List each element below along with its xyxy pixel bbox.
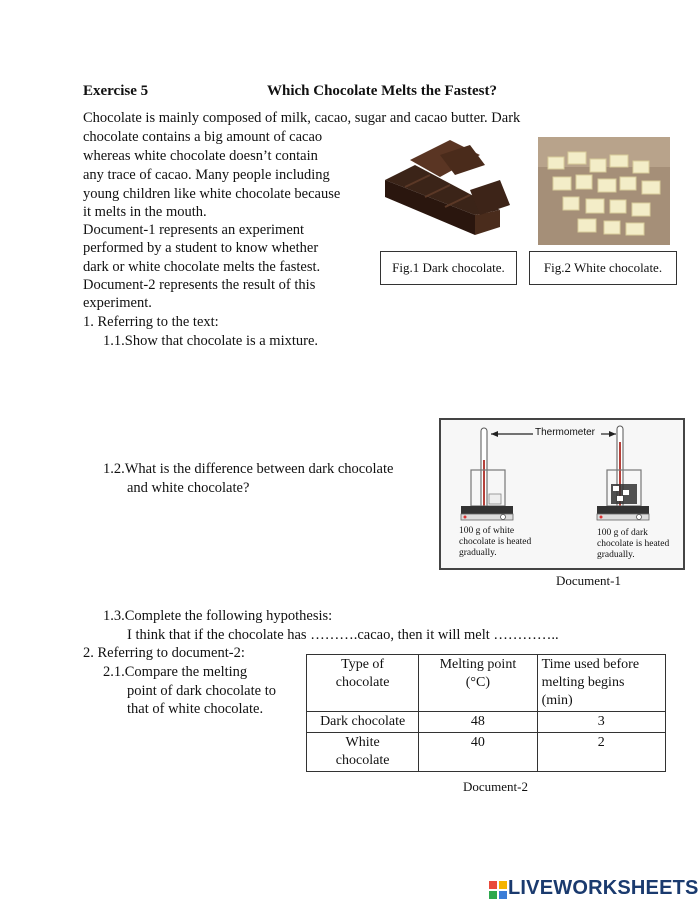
- right-hotplate-icon: [597, 506, 649, 514]
- intro-line: Document-2 represents the result of this: [83, 277, 316, 293]
- question-1: 1. Referring to the text:: [83, 314, 219, 330]
- table-cell: Dark chocolate: [307, 712, 419, 733]
- header-line: chocolate: [335, 675, 390, 690]
- intro-line: young children like white chocolate because: [83, 186, 341, 202]
- header-line: Type of: [341, 657, 385, 672]
- table-row: [307, 712, 666, 733]
- table-cell: White chocolate: [307, 733, 419, 772]
- intro-line: dark or white chocolate melts the fastest.: [83, 259, 321, 275]
- header-cell: [537, 655, 665, 712]
- right-caption: [597, 528, 669, 561]
- liveworksheets-logo[interactable]: LIVEWORKSHEETS: [508, 877, 699, 899]
- intro-line: Document-1 represents an experiment: [83, 222, 305, 238]
- hypothesis-sentence: I think that if the chocolate has ……….cacao, then it will melt …………..: [127, 627, 559, 643]
- table-cell: 3: [537, 712, 665, 733]
- intro-line: whereas white chocolate doesn’t contain: [83, 148, 318, 164]
- right-caption-line: gradually.: [597, 550, 635, 560]
- left-caption: [459, 526, 531, 559]
- header-line: (°C): [465, 675, 491, 690]
- left-caption-line: 100 g of white: [459, 526, 515, 536]
- table-row: [307, 733, 666, 772]
- intro-line: any trace of cacao. Many people including: [83, 167, 330, 183]
- left-hotplate-icon: [461, 506, 513, 514]
- left-caption-line: chocolate is heated: [459, 537, 532, 547]
- right-caption-line: 100 g of dark: [597, 528, 648, 538]
- intro-line: performed by a student to know whether: [83, 240, 319, 256]
- right-caption-line: chocolate is heated: [597, 539, 670, 549]
- table-cell: 2: [537, 733, 665, 772]
- header-line: Melting point: [439, 657, 517, 672]
- left-caption-line: gradually.: [459, 548, 497, 558]
- intro-line: experiment.: [83, 295, 152, 311]
- document-1-caption: Document-1: [556, 573, 621, 588]
- question-2-1-cont: that of white chocolate.: [127, 701, 264, 717]
- fig1-caption: Fig.1 Dark chocolate.: [380, 251, 517, 285]
- question-1-2: 1.2.What is the difference between dark chocolate: [103, 461, 394, 477]
- liveworksheets-logo-icon: [489, 881, 507, 899]
- question-2-1-cont: point of dark chocolate to: [127, 683, 276, 699]
- table-cell: 48: [419, 712, 537, 733]
- document-1-diagram: [439, 418, 685, 570]
- intro-line: chocolate contains a big amount of cacao: [83, 129, 323, 145]
- thermometer-label: Thermometer: [535, 427, 596, 438]
- header-cell: [307, 655, 419, 712]
- header-line: Time used before: [541, 657, 640, 672]
- header-cell: [419, 655, 537, 712]
- exercise-label: Exercise 5: [83, 83, 149, 99]
- page-title: Which Chocolate Melts the Fastest?: [267, 83, 497, 99]
- intro-line: it melts in the mouth.: [83, 204, 207, 220]
- header-line: melting begins: [541, 675, 625, 690]
- table-header-row: [307, 655, 666, 712]
- question-2-1: 2.1.Compare the melting: [103, 664, 248, 680]
- white-chocolate-photo: [538, 137, 670, 245]
- question-1-1: 1.1.Show that chocolate is a mixture.: [103, 333, 319, 349]
- document-2-caption: Document-2: [463, 779, 528, 794]
- header-line: (min): [541, 693, 573, 708]
- question-1-3: 1.3.Complete the following hypothesis:: [103, 608, 333, 624]
- dark-chocolate-photo: [380, 135, 515, 245]
- table-cell: 40: [419, 733, 537, 772]
- question-1-2-cont: and white chocolate?: [127, 480, 250, 496]
- fig2-caption: Fig.2 White chocolate.: [529, 251, 677, 285]
- question-2: 2. Referring to document-2:: [83, 645, 245, 661]
- intro-line: Chocolate is mainly composed of milk, cacao, sugar and cacao butter. Dark: [83, 110, 521, 126]
- document-2-table: [306, 654, 666, 772]
